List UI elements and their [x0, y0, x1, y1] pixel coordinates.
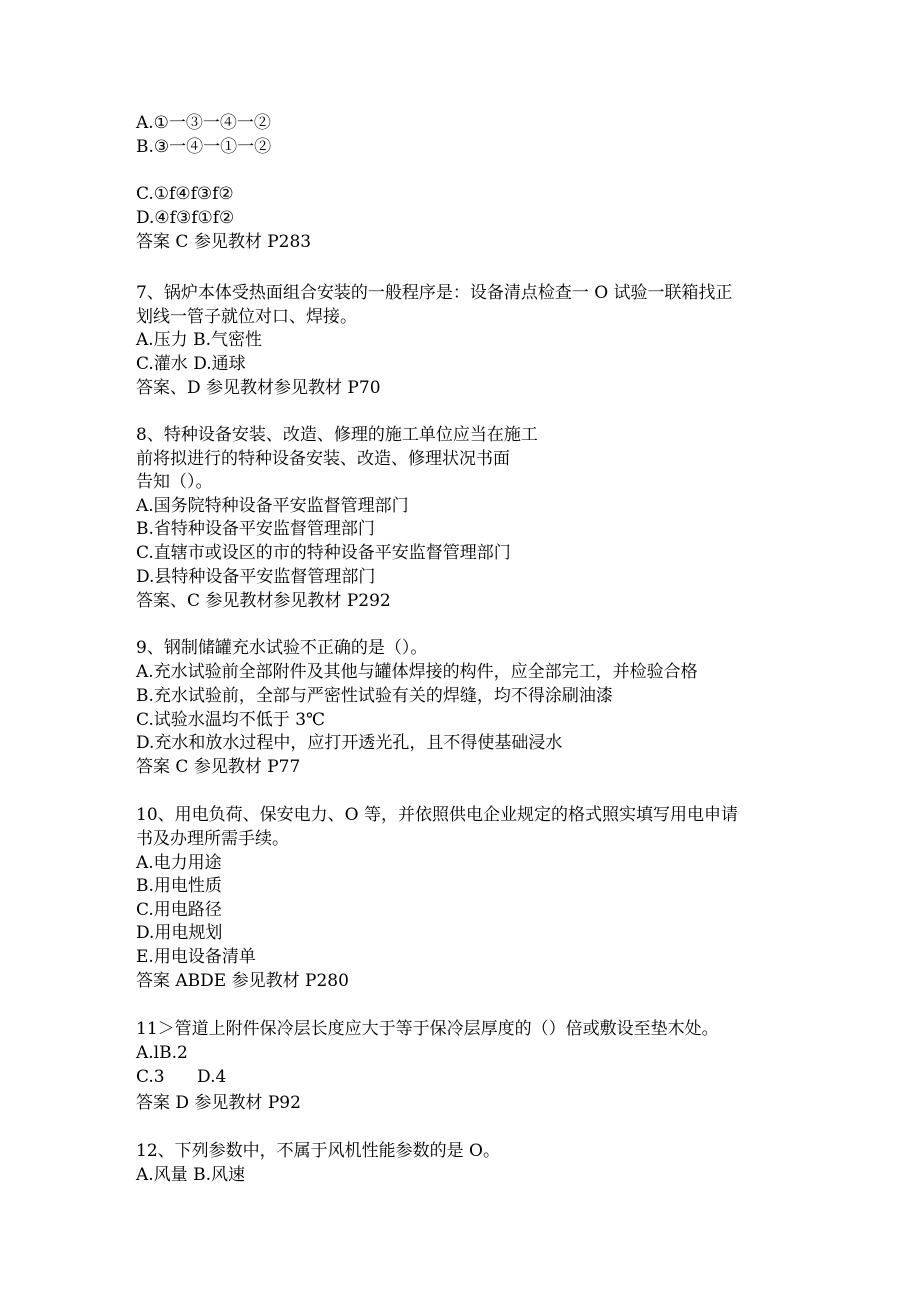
- text-line: 10、用电负荷、保安电力、O 等，并依照供电企业规定的格式照实填写用电申请: [136, 805, 738, 825]
- text-line: 答案、D 参见教材参见教材 P70: [136, 378, 381, 398]
- text-line: 告知（）。: [136, 472, 213, 492]
- text-line: E.用电设备清单: [136, 947, 256, 967]
- text-line: C.灌水 D.通球: [136, 354, 246, 374]
- text-line: 9、钢制储罐充水试验不正确的是（）。: [136, 638, 428, 658]
- text-line: A.电力用途: [136, 853, 222, 873]
- text-line: A.压力 B.气密性: [136, 330, 262, 350]
- text-line: B.省特种设备平安监督管理部门: [136, 519, 375, 539]
- text-line: C.用电路径: [136, 900, 222, 920]
- text-line: C.3 D.4: [136, 1067, 227, 1087]
- text-line: A.①一③一④一②: [136, 113, 271, 133]
- text-line: 答案 D 参见教材 P92: [136, 1093, 301, 1113]
- text-line: 11＞管道上附件保冷层长度应大于等于保冷层厚度的（）倍或敷设至垫木处。: [136, 1019, 719, 1039]
- text-line: B.用电性质: [136, 876, 222, 896]
- text-line: C.①f④f③f②: [136, 184, 234, 204]
- text-line: D.充水和放水过程中，应打开透光孔，且不得使基础浸水: [136, 733, 563, 753]
- text-line: 划线一管子就位对口、焊接。: [136, 307, 357, 327]
- text-line: D.④f③f①f②: [136, 208, 235, 228]
- text-line: D.用电规划: [136, 923, 223, 943]
- text-line: 前将拟进行的特种设备安装、改造、修理状况书面: [136, 449, 510, 469]
- text-line: 7、锅炉本体受热面组合安装的一般程序是：设备清点检查一 O 试验一联箱找正: [136, 283, 733, 303]
- text-line: 答案 ABDE 参见教材 P280: [136, 971, 349, 991]
- text-line: 答案 C 参见教材 P77: [136, 757, 301, 777]
- text-line: B.充水试验前，全部与严密性试验有关的焊缝，均不得涂刷油漆: [136, 686, 613, 706]
- text-line: A.lB.2: [136, 1043, 188, 1063]
- text-line: C.直辖市或设区的市的特种设备平安监督管理部门: [136, 543, 511, 563]
- text-line: D.县特种设备平安监督管理部门: [136, 567, 376, 587]
- text-line: 答案、C 参见教材参见教材 P292: [136, 591, 391, 611]
- text-line: A.国务院特种设备平安监督管理部门: [136, 496, 409, 516]
- text-line: 答案 C 参见教材 P283: [136, 232, 312, 252]
- text-line: A.风量 B.风速: [136, 1165, 245, 1185]
- text-line: A.充水试验前全部附件及其他与罐体焊接的构件，应全部完工，并检验合格: [136, 662, 698, 682]
- text-line: 12、下列参数中，不属于风机性能参数的是 O。: [136, 1141, 500, 1161]
- text-line: C.试验水温均不低于 3℃: [136, 710, 326, 730]
- text-line: B.③一④一①一②: [136, 137, 272, 157]
- text-line: 8、特种设备安装、改造、修理的施工单位应当在施工: [136, 425, 538, 445]
- text-line: 书及办理所需手续。: [136, 829, 289, 849]
